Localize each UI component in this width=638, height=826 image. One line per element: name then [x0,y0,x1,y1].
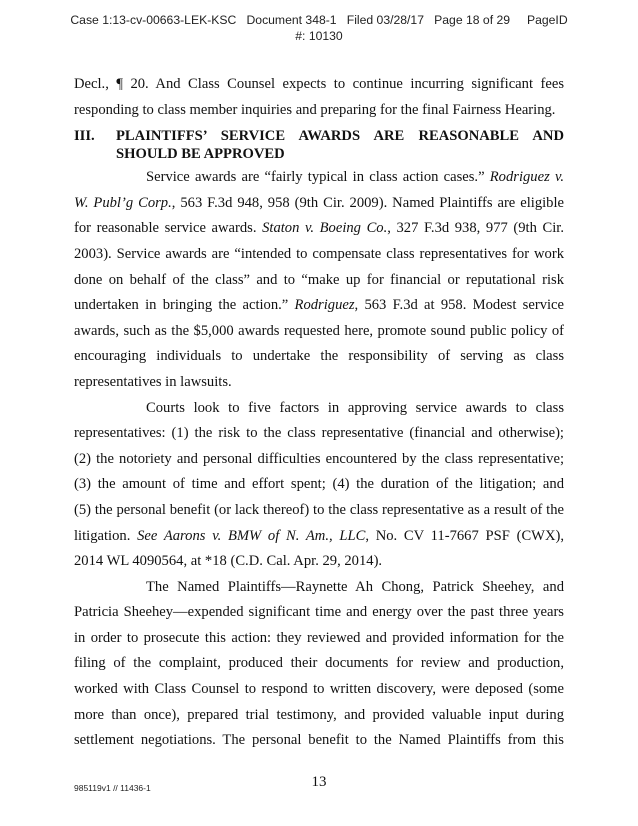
case-citation: W. Publ’g Corp. [74,194,172,211]
text-line: (5) the personal benefit (or lack thereof) to the class representative as a result of the [74,501,564,518]
document-id: 985119v1 // 11436-1 [74,783,151,793]
text-line: encouraging individuals to undertake the responsibility of serving as class [74,348,564,365]
text-line: more than once), prepared trial testimony, and provided valuable input during [74,706,564,723]
section-number: III. [74,128,95,145]
case-citation: See Aarons v. BMW of N. Am., LLC [137,527,366,544]
text-line: undertaken in bringing the action.” Rodriguez, 563 F.3d at 958. Modest service [74,297,564,314]
text-line: The Named Plaintiffs—Raynette Ah Chong, Patrick Sheehey, and [146,578,564,595]
text-line: (3) the amount of time and effort spent; (4) the duration of the litigation; and [74,476,564,493]
text-line: filing of the complaint, produced their documents for review and production, [74,655,564,672]
text-line: Service awards are “fairly typical in class action cases.” Rodriguez v. [146,169,564,186]
text-line: representatives: (1) the risk to the class representative (financial and otherwise); [74,425,564,442]
case-citation: Staton v. Boeing Co. [262,220,388,237]
section-heading [74,127,564,163]
case-citation: Rodriguez v. [489,169,564,186]
text-line: settlement negotiations. The personal benefit to the Named Plaintiffs from this [74,732,564,749]
text-line: awards, such as the $5,000 awards requested here, promote sound public policy of [74,322,564,339]
section-title [116,127,564,163]
case-header [0,12,638,44]
text-line: W. Publ’g Corp., 563 F.3d 948, 958 (9th Cir. 2009). Named Plaintiffs are eligible [74,194,564,211]
case-header-line-2: #: 10130 [295,29,343,43]
text-line: worked with Class Counsel to respond to written discovery, were deposed (some [74,681,564,698]
text-line: (2) the notoriety and personal difficulties encountered by the class representative; [74,450,564,467]
text-line: 2003). Service awards are “intended to compensate class representatives for work [74,245,564,262]
text-line: litigation. See Aarons v. BMW of N. Am., LLC, No. CV 11-7667 PSF (CWX), [74,527,565,544]
text-line: representatives in lawsuits. [74,373,232,390]
section-title-line-1: PLAINTIFFS’ SERVICE AWARDS ARE REASONABLE AND [116,128,564,145]
text-line: Courts look to five factors in approving service awards to class [146,399,564,416]
text-line: responding to class member inquiries and preparing for the final Fairness Hearing. [74,101,556,118]
document-body [74,72,564,754]
text-line: in order to prosecute this action: they reviewed and provided information for the [74,629,564,646]
page-number: 13 [311,774,327,790]
text-line: for reasonable service awards. Staton v. Boeing Co., 327 F.3d 938, 977 (9th Cir. [74,220,564,237]
case-citation: Rodriguez [294,297,355,314]
text-line: done on behalf of the class” and to “make up for financial or reputational risk [74,271,564,288]
text-line: Patricia Sheehey—expended significant time and energy over the past three years [74,604,564,621]
text-line: 2014 WL 4090564, at *18 (C.D. Cal. Apr. 29, 2014). [74,553,383,570]
case-header-line-1: Case 1:13-cv-00663-LEK-KSC Document 348-1 Filed 03/28/17 Page 18 of 29 PageID [70,13,568,27]
section-title-line-2: SHOULD BE APPROVED [116,146,285,163]
text-line: Decl., ¶ 20. And Class Counsel expects to continue incurring significant fees [74,76,564,92]
